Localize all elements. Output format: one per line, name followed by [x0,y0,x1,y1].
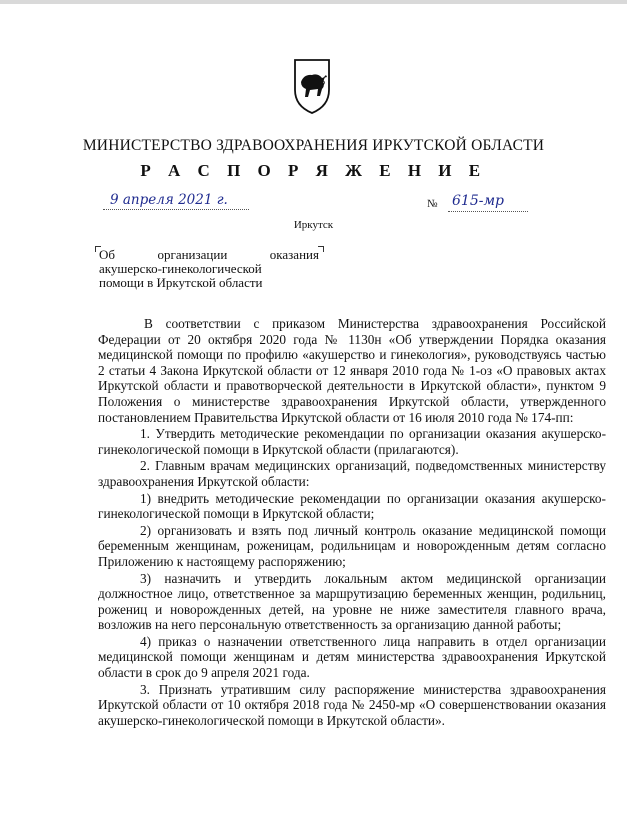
city: Иркутск [293,219,334,231]
paragraph-item-3: 3. Признать утратившим силу распоряжение министерства здравоохранения Иркутской области от 10 октября 2018 года № 2450-мр «О совершенствовании оказания акушерско-гинекологической помощи в Иркутской области». [98,681,606,728]
paragraph-subitem-1: 1) внедрить методические рекомендации по организации оказания акушерско-гинекологической помощи в Иркутской области; [98,490,606,522]
handwritten-date: 9 апреля 2021 г. [110,192,228,208]
paragraph-item-1: 1. Утвердить методические рекомендации по организации оказания акушерско-гинекологической помощи в Иркутской области (прилагаются). [98,426,606,457]
scan-top-edge [0,0,627,4]
number-sign: № [427,198,438,210]
ministry-title: МИНИСТЕРСТВО ЗДРАВООХРАНЕНИЯ ИРКУТСКОЙ ОБЛАСТИ [82,137,545,154]
subject-line: помощи в Иркутской области [99,275,263,290]
document-body [98,316,606,729]
subject-word: оказания [269,247,319,262]
paragraph-subitem-3: 3) назначить и утвердить локальным актом медицинской организации должностное лицо, ответственное за маршрутизацию беременных женщин, родильниц, рожениц и новорожденных детей, на уровне не ниже заместителя главного врача, возложив на него персональную ответственность за организацию данной работы; [98,570,606,633]
handwritten-number: 615-мр [452,193,505,209]
subject-word: организации [157,247,228,262]
paragraph-preamble: В соответствии с приказом Министерства здравоохранения Российской Федерации от 20 октября 2020 года № 1130н «Об утверждении Порядка оказания медицинской помощи по профилю «акушерство и гинекология», руководствуясь частью 2 статьи 4 Закона Иркутской области от 12 января 2010 года № 1-оз «О правовых актах Иркутской области и правотворческой деятельности в Иркутской области», пунктом 9 Положения о министерстве здравоохранения Иркутской области, утвержденного постановлением Правительства Иркутской области от 16 июля 2010 года № 174-пп: [98,316,606,425]
document-type: Р А С П О Р Я Ж Е Н И Е [140,161,487,180]
subject-line: акушерско-гинекологической [99,261,262,276]
paragraph-item-2: 2. Главным врачам медицинских организаций, подведомственных министерству здравоохранения Иркутской области: [98,458,606,489]
date-underline [103,209,249,211]
paragraph-subitem-2: 2) организовать и взять под личный контроль оказание медицинской помощи беременным женщинам, роженицам, родильницам и новорожденным детям согласно Приложению к настоящему распоряжению; [98,522,606,569]
document-subject [99,248,319,290]
paragraph-subitem-4: 4) приказ о назначении ответственного лица направить в отдел организации медицинской помощи женщинам и детям министерства здравоохранения Иркутской области в срок до 9 апреля 2021 года. [98,633,606,681]
coat-of-arms-icon [292,56,332,116]
number-underline [448,211,528,213]
subject-word: Об [99,247,116,262]
